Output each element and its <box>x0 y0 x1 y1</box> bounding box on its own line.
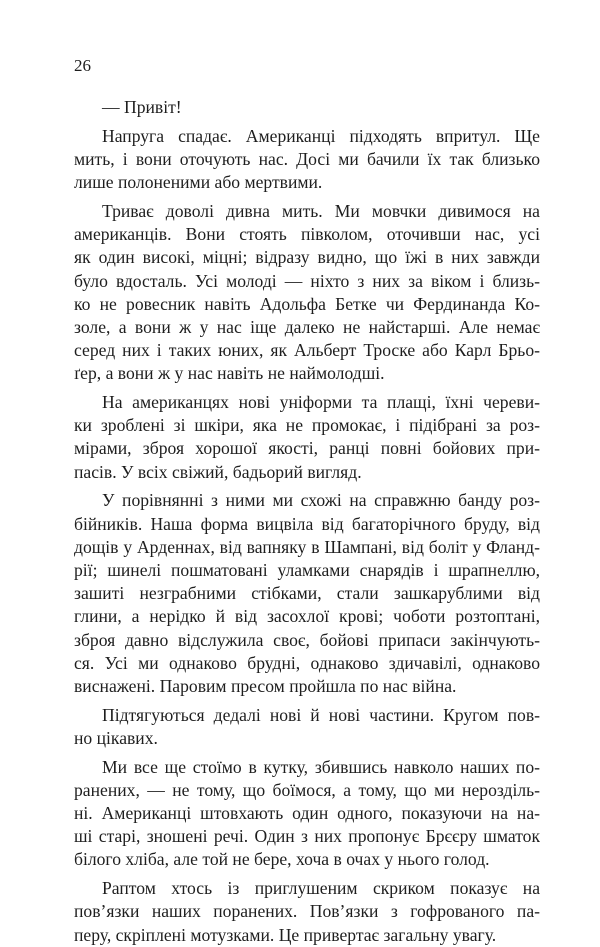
text-line: Ми все ще стоїмо в кутку, збившись навколо наших по- <box>102 756 540 777</box>
text-line: білого хліба, але той не бере, хоча в очах у нього голод. <box>74 849 490 870</box>
page-number: 26 <box>74 56 91 75</box>
body-text <box>74 96 540 947</box>
text-line: бійників. Наша форма вицвіла від багаторічного бруду, від <box>74 513 540 534</box>
text-line: ранених, — не тому, що боїмося, а тому, що ми нерозділь- <box>74 779 540 800</box>
paragraph <box>74 391 540 484</box>
text-line: но цікавих. <box>74 727 158 748</box>
text-line: перу, скріплені мотузками. Це привертає загальну увагу. <box>74 924 497 945</box>
paragraph <box>74 489 540 698</box>
text-line: пасів. У всіх свіжий, бадьорий вигляд. <box>74 461 362 482</box>
text-line: ні. Американці штовхають один одного, показуючи на на- <box>74 803 540 823</box>
text-line: лише полоненими або мертвими. <box>74 172 323 193</box>
text-line: Триває доволі дивна мить. Ми мовчки дивимося на <box>102 200 540 221</box>
text-line: мірами, зброя хорошої якості, ранці повні бойових при- <box>74 438 540 459</box>
text-line: ки зроблені зі шкіри, яка не промокає, і підібрані за роз- <box>74 415 540 436</box>
paragraph <box>74 96 540 119</box>
paragraph <box>74 704 540 750</box>
text-line: зброя давно відслужила своє, бойові припаси закінчують- <box>74 629 540 650</box>
text-line: дощів у Арденнах, від вапняку в Шампані, від боліт у Фланд- <box>74 536 540 557</box>
text-line: ко не ровесник навіть Адольфа Бетке чи Фердинанда Ко- <box>74 293 540 314</box>
text-line: ші старі, зношені речі. Один з них пропонує Брєєру шматок <box>74 826 540 847</box>
text-line: пов’язки наших поранених. Пов’язки з гофрованого па- <box>74 901 540 922</box>
text-line: американців. Вони стоять півколом, оточивши нас, усі <box>74 224 540 245</box>
paragraph <box>74 125 540 195</box>
text-line: серед них і таких юних, як Альберт Троске або Карл Брьо- <box>74 340 540 361</box>
text-line: рії; шинелі пошматовані уламками снарядів і шрапнеллю, <box>74 559 540 580</box>
text-line: виснажені. Паровим пресом пройшла по нас війна. <box>74 675 457 696</box>
text-line: ся. Усі ми однаково брудні, однаково здичавілі, однаково <box>74 652 540 673</box>
text-line: було вдосталь. Усі молоді — ніхто з них за віком і близь- <box>74 270 540 291</box>
text-line: Підтягуються дедалі нові й нові частини. Кругом пов- <box>102 704 540 725</box>
paragraph <box>74 756 540 872</box>
text-line: — Привіт! <box>102 97 182 117</box>
text-line: як один високі, міцні; відразу видно, що їжі в них завжди <box>74 247 540 268</box>
text-line: зашиті незграбними стібками, стали зашкарублими від <box>74 583 540 604</box>
text-line: На американцях нові уніформи та плащі, їхні череви- <box>102 392 540 413</box>
text-line: мить, і вони оточують нас. Досі ми бачили їх так близько <box>74 148 540 169</box>
text-line: глини, а нерідко й від засохлої крові; чоботи розтоптані, <box>74 606 540 627</box>
paragraph <box>74 200 540 386</box>
text-line: золе, а вони ж у нас іще далеко не найстарші. Але немає <box>74 316 540 337</box>
text-line: Раптом хтось із приглушеним скриком показує на <box>102 878 540 899</box>
text-line: У порівнянні з ними ми схожі на справжню банду роз- <box>102 490 540 511</box>
text-line: ґер, а вони ж у нас навіть не наймолодші. <box>74 363 385 384</box>
text-line: Напруга спадає. Американці підходять впритул. Ще <box>102 125 540 146</box>
paragraph <box>74 877 540 947</box>
